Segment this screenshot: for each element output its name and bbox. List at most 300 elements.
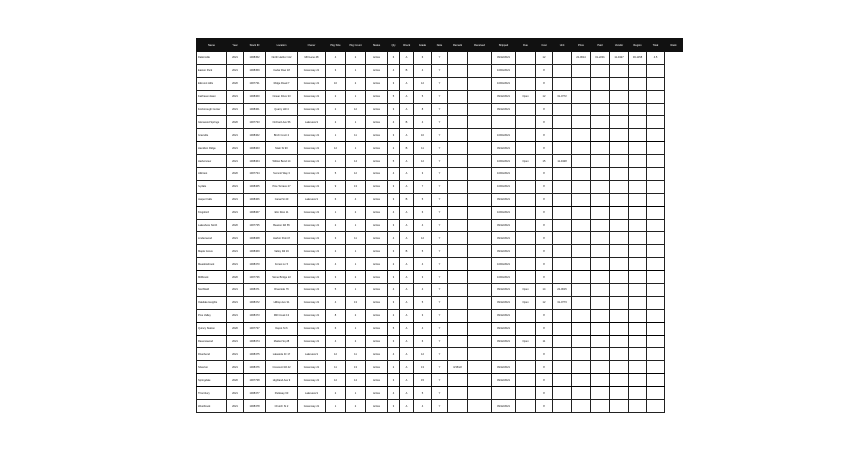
table-cell[interactable]: Y bbox=[432, 206, 448, 219]
table-cell[interactable]: 1008466 bbox=[244, 193, 266, 206]
table-cell[interactable] bbox=[553, 271, 572, 284]
table-cell[interactable]: Active bbox=[366, 374, 388, 387]
table-cell[interactable] bbox=[610, 129, 629, 142]
table-cell[interactable]: 8 bbox=[326, 309, 346, 322]
table-cell[interactable]: Y bbox=[432, 322, 448, 335]
table-cell[interactable]: Greenway 21 bbox=[298, 206, 326, 219]
table-cell[interactable] bbox=[629, 348, 647, 361]
table-cell[interactable]: A bbox=[400, 168, 414, 181]
table-cell[interactable]: 1007733 bbox=[244, 116, 266, 129]
table-cell[interactable]: 5 bbox=[414, 90, 432, 103]
table-cell[interactable]: 10/04/2021 bbox=[492, 206, 516, 219]
table-cell[interactable]: 2021 bbox=[227, 232, 244, 245]
table-cell[interactable]: 8 bbox=[414, 103, 432, 116]
table-cell[interactable] bbox=[629, 232, 647, 245]
table-cell[interactable]: 31-0772 bbox=[553, 90, 572, 103]
table-cell[interactable]: Y bbox=[432, 155, 448, 168]
table-cell[interactable]: 8 bbox=[536, 206, 553, 219]
column-header[interactable]: Pkg Count bbox=[346, 39, 366, 52]
table-cell[interactable]: 5 bbox=[388, 322, 400, 335]
table-cell[interactable]: Active bbox=[366, 245, 388, 258]
table-cell[interactable]: Hilltop Ave 31 bbox=[266, 296, 298, 309]
table-cell[interactable] bbox=[610, 155, 629, 168]
table-cell[interactable]: 4 bbox=[326, 258, 346, 271]
table-cell[interactable] bbox=[516, 348, 536, 361]
table-cell[interactable]: Elkmont Hills bbox=[197, 77, 227, 90]
table-cell[interactable]: 6 bbox=[414, 206, 432, 219]
table-cell[interactable]: 1008470 bbox=[244, 258, 266, 271]
table-cell[interactable] bbox=[572, 374, 591, 387]
table-cell[interactable] bbox=[448, 258, 468, 271]
table-cell[interactable]: 2021 bbox=[227, 387, 244, 400]
column-header[interactable]: Stock ID bbox=[244, 39, 266, 52]
table-cell[interactable] bbox=[572, 90, 591, 103]
table-cell[interactable] bbox=[591, 180, 610, 193]
column-header[interactable]: Grade bbox=[414, 39, 432, 52]
table-cell[interactable]: A bbox=[400, 219, 414, 232]
column-header[interactable]: Region bbox=[629, 39, 647, 52]
table-cell[interactable]: 6 bbox=[326, 322, 346, 335]
table-cell[interactable]: Lakeshore North bbox=[197, 219, 227, 232]
table-cell[interactable] bbox=[516, 219, 536, 232]
table-cell[interactable]: 01-2231 bbox=[591, 52, 610, 65]
table-cell[interactable]: Lakeview 9 bbox=[298, 348, 326, 361]
table-cell[interactable] bbox=[647, 258, 665, 271]
table-cell[interactable]: A bbox=[400, 284, 414, 297]
table-cell[interactable]: 2021 bbox=[227, 90, 244, 103]
table-cell[interactable]: 7 bbox=[414, 180, 432, 193]
table-cell[interactable]: Greenway 21 bbox=[298, 296, 326, 309]
table-cell[interactable] bbox=[610, 142, 629, 155]
table-cell[interactable]: 11 bbox=[346, 232, 366, 245]
table-cell[interactable] bbox=[610, 64, 629, 77]
table-cell[interactable] bbox=[572, 103, 591, 116]
table-cell[interactable] bbox=[610, 180, 629, 193]
table-cell[interactable]: 2 bbox=[346, 77, 366, 90]
table-cell[interactable] bbox=[591, 232, 610, 245]
table-cell[interactable] bbox=[647, 155, 665, 168]
table-cell[interactable] bbox=[468, 129, 492, 142]
table-cell[interactable]: Active bbox=[366, 232, 388, 245]
table-cell[interactable]: B bbox=[400, 116, 414, 129]
table-cell[interactable]: Y bbox=[432, 193, 448, 206]
table-cell[interactable]: Greenway 21 bbox=[298, 245, 326, 258]
table-cell[interactable] bbox=[553, 129, 572, 142]
table-cell[interactable]: 2021 bbox=[227, 335, 244, 348]
table-cell[interactable]: Birch Court 2 bbox=[266, 129, 298, 142]
table-cell[interactable] bbox=[610, 206, 629, 219]
table-cell[interactable]: 3 bbox=[414, 309, 432, 322]
table-cell[interactable]: Kingsford bbox=[197, 206, 227, 219]
table-cell[interactable]: 5 bbox=[414, 387, 432, 400]
table-cell[interactable] bbox=[553, 206, 572, 219]
table-cell[interactable] bbox=[572, 129, 591, 142]
table-cell[interactable]: Greenway 21 bbox=[298, 155, 326, 168]
table-cell[interactable] bbox=[468, 116, 492, 129]
table-cell[interactable]: 1007735 bbox=[244, 219, 266, 232]
table-cell[interactable] bbox=[553, 309, 572, 322]
table-cell[interactable]: 3 bbox=[388, 77, 400, 90]
table-cell[interactable] bbox=[468, 309, 492, 322]
table-cell[interactable]: Meadowbrook bbox=[197, 258, 227, 271]
table-cell[interactable]: Cedar Row 18 bbox=[266, 64, 298, 77]
table-cell[interactable] bbox=[448, 232, 468, 245]
table-cell[interactable]: Crescent Rd 42 bbox=[266, 361, 298, 374]
table-cell[interactable]: Daltonville bbox=[197, 52, 227, 65]
table-cell[interactable] bbox=[572, 155, 591, 168]
table-cell[interactable] bbox=[629, 155, 647, 168]
table-cell[interactable]: 1 bbox=[346, 64, 366, 77]
table-cell[interactable] bbox=[553, 77, 572, 90]
table-cell[interactable]: 14 bbox=[536, 284, 553, 297]
table-cell[interactable]: A bbox=[400, 322, 414, 335]
table-cell[interactable] bbox=[591, 219, 610, 232]
table-cell[interactable]: Y bbox=[432, 116, 448, 129]
table-cell[interactable] bbox=[553, 193, 572, 206]
table-cell[interactable]: 8 bbox=[536, 77, 553, 90]
table-cell[interactable] bbox=[647, 129, 665, 142]
table-cell[interactable] bbox=[629, 258, 647, 271]
table-cell[interactable] bbox=[468, 168, 492, 181]
table-cell[interactable]: Quincy Station bbox=[197, 322, 227, 335]
table-cell[interactable] bbox=[468, 180, 492, 193]
table-cell[interactable]: Active bbox=[366, 335, 388, 348]
table-cell[interactable]: A bbox=[400, 155, 414, 168]
table-cell[interactable]: Granville bbox=[197, 129, 227, 142]
table-cell[interactable]: A bbox=[400, 180, 414, 193]
table-cell[interactable]: 2021 bbox=[227, 103, 244, 116]
table-cell[interactable]: 1008462 bbox=[244, 129, 266, 142]
table-cell[interactable]: 8 bbox=[536, 271, 553, 284]
table-cell[interactable]: 4 bbox=[388, 116, 400, 129]
table-cell[interactable]: Y bbox=[432, 374, 448, 387]
table-cell[interactable]: 2021 bbox=[227, 64, 244, 77]
table-cell[interactable]: 5 bbox=[414, 296, 432, 309]
table-cell[interactable] bbox=[572, 116, 591, 129]
table-cell[interactable] bbox=[591, 335, 610, 348]
table-cell[interactable]: 8 bbox=[536, 193, 553, 206]
table-cell[interactable]: A bbox=[400, 374, 414, 387]
table-cell[interactable] bbox=[553, 322, 572, 335]
table-cell[interactable]: 09/12/2021 bbox=[492, 219, 516, 232]
table-cell[interactable] bbox=[492, 116, 516, 129]
table-cell[interactable] bbox=[448, 309, 468, 322]
table-cell[interactable]: 4 bbox=[326, 335, 346, 348]
table-cell[interactable] bbox=[647, 245, 665, 258]
table-cell[interactable]: Harbor Point 8 bbox=[266, 232, 298, 245]
table-cell[interactable]: 2021 bbox=[227, 400, 244, 413]
table-cell[interactable] bbox=[553, 142, 572, 155]
table-cell[interactable]: 2021 bbox=[227, 258, 244, 271]
table-cell[interactable]: 03-1158 bbox=[629, 52, 647, 65]
table-cell[interactable] bbox=[610, 348, 629, 361]
table-cell[interactable] bbox=[468, 193, 492, 206]
table-cell[interactable] bbox=[468, 52, 492, 65]
table-cell[interactable]: 2021 bbox=[227, 206, 244, 219]
table-cell[interactable]: 10/04/2021 bbox=[492, 168, 516, 181]
table-cell[interactable] bbox=[572, 284, 591, 297]
table-cell[interactable]: Active bbox=[366, 193, 388, 206]
table-cell[interactable]: 1008468 bbox=[244, 232, 266, 245]
table-cell[interactable]: A bbox=[400, 52, 414, 65]
table-cell[interactable]: 4 bbox=[414, 219, 432, 232]
column-header[interactable]: Paid bbox=[591, 39, 610, 52]
table-cell[interactable]: Active bbox=[366, 296, 388, 309]
table-cell[interactable]: 14 bbox=[346, 374, 366, 387]
table-cell[interactable]: 2 bbox=[346, 309, 366, 322]
table-cell[interactable] bbox=[448, 206, 468, 219]
table-cell[interactable]: Active bbox=[366, 400, 388, 413]
table-cell[interactable] bbox=[448, 374, 468, 387]
table-cell[interactable] bbox=[610, 361, 629, 374]
table-cell[interactable] bbox=[516, 180, 536, 193]
table-cell[interactable] bbox=[591, 193, 610, 206]
column-header[interactable]: Unit bbox=[553, 39, 572, 52]
table-cell[interactable] bbox=[516, 193, 536, 206]
table-cell[interactable]: 8 bbox=[536, 219, 553, 232]
table-cell[interactable]: Springdale bbox=[197, 374, 227, 387]
table-cell[interactable]: 4 bbox=[414, 400, 432, 413]
table-cell[interactable]: Open bbox=[516, 155, 536, 168]
table-cell[interactable] bbox=[610, 387, 629, 400]
table-cell[interactable] bbox=[516, 374, 536, 387]
table-cell[interactable] bbox=[448, 322, 468, 335]
column-header[interactable]: Owner bbox=[298, 39, 326, 52]
table-cell[interactable]: 8 bbox=[536, 374, 553, 387]
table-cell[interactable] bbox=[553, 52, 572, 65]
table-cell[interactable] bbox=[591, 309, 610, 322]
table-cell[interactable]: 09/12/2021 bbox=[492, 142, 516, 155]
table-cell[interactable]: 4 bbox=[388, 168, 400, 181]
table-cell[interactable]: Valley Rd 19 bbox=[266, 245, 298, 258]
column-header[interactable]: Vendor bbox=[610, 39, 629, 52]
table-cell[interactable]: Active bbox=[366, 180, 388, 193]
table-cell[interactable]: 8 bbox=[536, 348, 553, 361]
table-cell[interactable]: Y bbox=[432, 335, 448, 348]
table-cell[interactable]: Greenway 21 bbox=[298, 284, 326, 297]
table-cell[interactable]: 2020 bbox=[227, 219, 244, 232]
table-cell[interactable] bbox=[610, 335, 629, 348]
table-cell[interactable]: Ocean Drive 33 bbox=[266, 90, 298, 103]
table-cell[interactable]: Ridge Road 7 bbox=[266, 77, 298, 90]
table-cell[interactable]: 3 bbox=[388, 296, 400, 309]
table-cell[interactable] bbox=[647, 180, 665, 193]
table-cell[interactable]: 2021 bbox=[227, 309, 244, 322]
table-cell[interactable]: Y bbox=[432, 64, 448, 77]
table-cell[interactable]: Y bbox=[432, 361, 448, 374]
table-cell[interactable]: B bbox=[400, 245, 414, 258]
table-cell[interactable] bbox=[629, 103, 647, 116]
table-cell[interactable]: 6 bbox=[414, 52, 432, 65]
table-cell[interactable]: 4 bbox=[346, 193, 366, 206]
table-cell[interactable] bbox=[629, 271, 647, 284]
table-cell[interactable] bbox=[468, 232, 492, 245]
table-cell[interactable] bbox=[572, 193, 591, 206]
table-cell[interactable] bbox=[468, 284, 492, 297]
table-cell[interactable]: Y bbox=[432, 400, 448, 413]
table-cell[interactable]: 10/04/2021 bbox=[492, 258, 516, 271]
table-cell[interactable] bbox=[492, 348, 516, 361]
table-cell[interactable]: Market Sq 28 bbox=[266, 335, 298, 348]
table-cell[interactable]: 3 bbox=[388, 193, 400, 206]
table-cell[interactable]: 12 bbox=[346, 168, 366, 181]
table-cell[interactable] bbox=[448, 180, 468, 193]
table-cell[interactable] bbox=[468, 142, 492, 155]
table-cell[interactable] bbox=[468, 361, 492, 374]
table-cell[interactable]: 12 bbox=[536, 52, 553, 65]
table-cell[interactable] bbox=[448, 400, 468, 413]
table-cell[interactable]: 3 bbox=[388, 129, 400, 142]
column-header[interactable]: Received bbox=[468, 39, 492, 52]
table-cell[interactable] bbox=[468, 400, 492, 413]
table-cell[interactable]: 5 bbox=[414, 245, 432, 258]
table-cell[interactable]: Oakdale Heights bbox=[197, 296, 227, 309]
table-cell[interactable]: Hamilton Ridge bbox=[197, 142, 227, 155]
table-cell[interactable]: 3 bbox=[388, 180, 400, 193]
table-cell[interactable] bbox=[610, 258, 629, 271]
table-cell[interactable]: 3 bbox=[388, 335, 400, 348]
table-cell[interactable] bbox=[591, 284, 610, 297]
table-cell[interactable] bbox=[610, 219, 629, 232]
table-cell[interactable]: 4 bbox=[414, 116, 432, 129]
table-cell[interactable]: 3 bbox=[326, 232, 346, 245]
table-cell[interactable] bbox=[572, 258, 591, 271]
table-cell[interactable]: Active bbox=[366, 116, 388, 129]
table-cell[interactable]: 09/12/2021 bbox=[492, 400, 516, 413]
table-cell[interactable]: 8 bbox=[536, 180, 553, 193]
table-cell[interactable] bbox=[468, 103, 492, 116]
table-cell[interactable]: A bbox=[400, 309, 414, 322]
table-cell[interactable] bbox=[647, 90, 665, 103]
table-cell[interactable] bbox=[591, 361, 610, 374]
table-cell[interactable] bbox=[629, 361, 647, 374]
table-cell[interactable]: 22-0614 bbox=[572, 52, 591, 65]
table-cell[interactable] bbox=[468, 219, 492, 232]
column-header[interactable]: Shipped bbox=[492, 39, 516, 52]
table-cell[interactable] bbox=[647, 335, 665, 348]
table-cell[interactable]: 3 bbox=[388, 219, 400, 232]
table-cell[interactable]: A bbox=[400, 387, 414, 400]
table-cell[interactable]: Y bbox=[432, 309, 448, 322]
table-cell[interactable]: Glenwood Springs bbox=[197, 116, 227, 129]
table-cell[interactable]: Parkway 63 bbox=[266, 387, 298, 400]
table-cell[interactable] bbox=[629, 116, 647, 129]
table-cell[interactable] bbox=[572, 348, 591, 361]
table-cell[interactable]: 4 bbox=[414, 64, 432, 77]
table-cell[interactable]: 5 bbox=[326, 284, 346, 297]
table-cell[interactable]: 1 bbox=[346, 284, 366, 297]
table-cell[interactable]: 3 bbox=[388, 245, 400, 258]
table-cell[interactable]: 1008474 bbox=[244, 335, 266, 348]
table-cell[interactable]: Canal St 40 bbox=[266, 193, 298, 206]
table-cell[interactable]: 2 bbox=[326, 387, 346, 400]
table-cell[interactable]: 3 bbox=[388, 374, 400, 387]
table-cell[interactable]: 2 bbox=[326, 103, 346, 116]
table-cell[interactable] bbox=[610, 103, 629, 116]
table-cell[interactable] bbox=[448, 296, 468, 309]
table-cell[interactable] bbox=[647, 77, 665, 90]
table-cell[interactable]: 1008464 bbox=[244, 155, 266, 168]
table-cell[interactable]: 1 bbox=[326, 400, 346, 413]
table-cell[interactable]: 1008469 bbox=[244, 245, 266, 258]
column-header[interactable]: Year bbox=[227, 39, 244, 52]
table-cell[interactable] bbox=[553, 219, 572, 232]
table-cell[interactable] bbox=[553, 335, 572, 348]
table-cell[interactable]: 8 bbox=[536, 116, 553, 129]
table-cell[interactable] bbox=[448, 90, 468, 103]
table-cell[interactable]: Y bbox=[432, 296, 448, 309]
table-cell[interactable] bbox=[629, 168, 647, 181]
table-cell[interactable]: Y bbox=[432, 52, 448, 65]
table-cell[interactable]: Harborview bbox=[197, 155, 227, 168]
table-cell[interactable] bbox=[647, 322, 665, 335]
table-cell[interactable]: 12 bbox=[346, 103, 366, 116]
table-cell[interactable]: 2021 bbox=[227, 348, 244, 361]
table-cell[interactable] bbox=[591, 116, 610, 129]
table-cell[interactable]: Riverbend bbox=[197, 348, 227, 361]
table-cell[interactable]: Mill Creek 13 bbox=[266, 309, 298, 322]
table-cell[interactable]: Highland Ave 9 bbox=[266, 374, 298, 387]
table-cell[interactable]: 3/15/22 bbox=[448, 361, 468, 374]
table-cell[interactable]: Depot St 6 bbox=[266, 322, 298, 335]
table-cell[interactable]: Main St 90 bbox=[266, 142, 298, 155]
table-cell[interactable] bbox=[647, 284, 665, 297]
table-cell[interactable] bbox=[516, 271, 536, 284]
table-cell[interactable] bbox=[610, 296, 629, 309]
table-cell[interactable]: 1008460 bbox=[244, 90, 266, 103]
table-cell[interactable] bbox=[647, 219, 665, 232]
table-cell[interactable] bbox=[448, 219, 468, 232]
table-cell[interactable]: 12 bbox=[414, 77, 432, 90]
table-cell[interactable] bbox=[572, 400, 591, 413]
table-cell[interactable] bbox=[647, 361, 665, 374]
table-cell[interactable]: Millbrook bbox=[197, 271, 227, 284]
table-cell[interactable] bbox=[591, 168, 610, 181]
table-cell[interactable]: 13 bbox=[346, 296, 366, 309]
table-cell[interactable]: 4 bbox=[326, 52, 346, 65]
table-cell[interactable]: 2020 bbox=[227, 322, 244, 335]
table-cell[interactable]: Greenway 21 bbox=[298, 361, 326, 374]
table-cell[interactable]: 1008473 bbox=[244, 309, 266, 322]
table-cell[interactable]: Y bbox=[432, 219, 448, 232]
table-cell[interactable]: 10 bbox=[414, 129, 432, 142]
table-cell[interactable]: A bbox=[400, 335, 414, 348]
table-cell[interactable]: 1 bbox=[326, 206, 346, 219]
table-cell[interactable]: 2 bbox=[346, 335, 366, 348]
table-cell[interactable]: 10/04/2021 bbox=[492, 129, 516, 142]
table-cell[interactable]: 9 bbox=[326, 180, 346, 193]
table-cell[interactable] bbox=[553, 361, 572, 374]
table-cell[interactable] bbox=[572, 387, 591, 400]
table-cell[interactable]: Greenway 21 bbox=[298, 219, 326, 232]
table-cell[interactable]: 2020 bbox=[227, 374, 244, 387]
table-cell[interactable]: 8 bbox=[536, 387, 553, 400]
table-cell[interactable]: Active bbox=[366, 309, 388, 322]
table-cell[interactable]: 8 bbox=[536, 168, 553, 181]
table-cell[interactable] bbox=[516, 361, 536, 374]
table-cell[interactable] bbox=[647, 103, 665, 116]
table-cell[interactable]: 4 bbox=[414, 322, 432, 335]
table-cell[interactable] bbox=[553, 348, 572, 361]
table-cell[interactable]: Lakeview 9 bbox=[298, 116, 326, 129]
table-cell[interactable]: 2020 bbox=[227, 168, 244, 181]
table-cell[interactable]: Greenway 21 bbox=[298, 271, 326, 284]
table-cell[interactable]: 1008472 bbox=[244, 296, 266, 309]
table-cell[interactable]: 09/12/2021 bbox=[492, 322, 516, 335]
table-cell[interactable] bbox=[610, 374, 629, 387]
table-cell[interactable]: 3 bbox=[388, 271, 400, 284]
table-cell[interactable] bbox=[448, 129, 468, 142]
